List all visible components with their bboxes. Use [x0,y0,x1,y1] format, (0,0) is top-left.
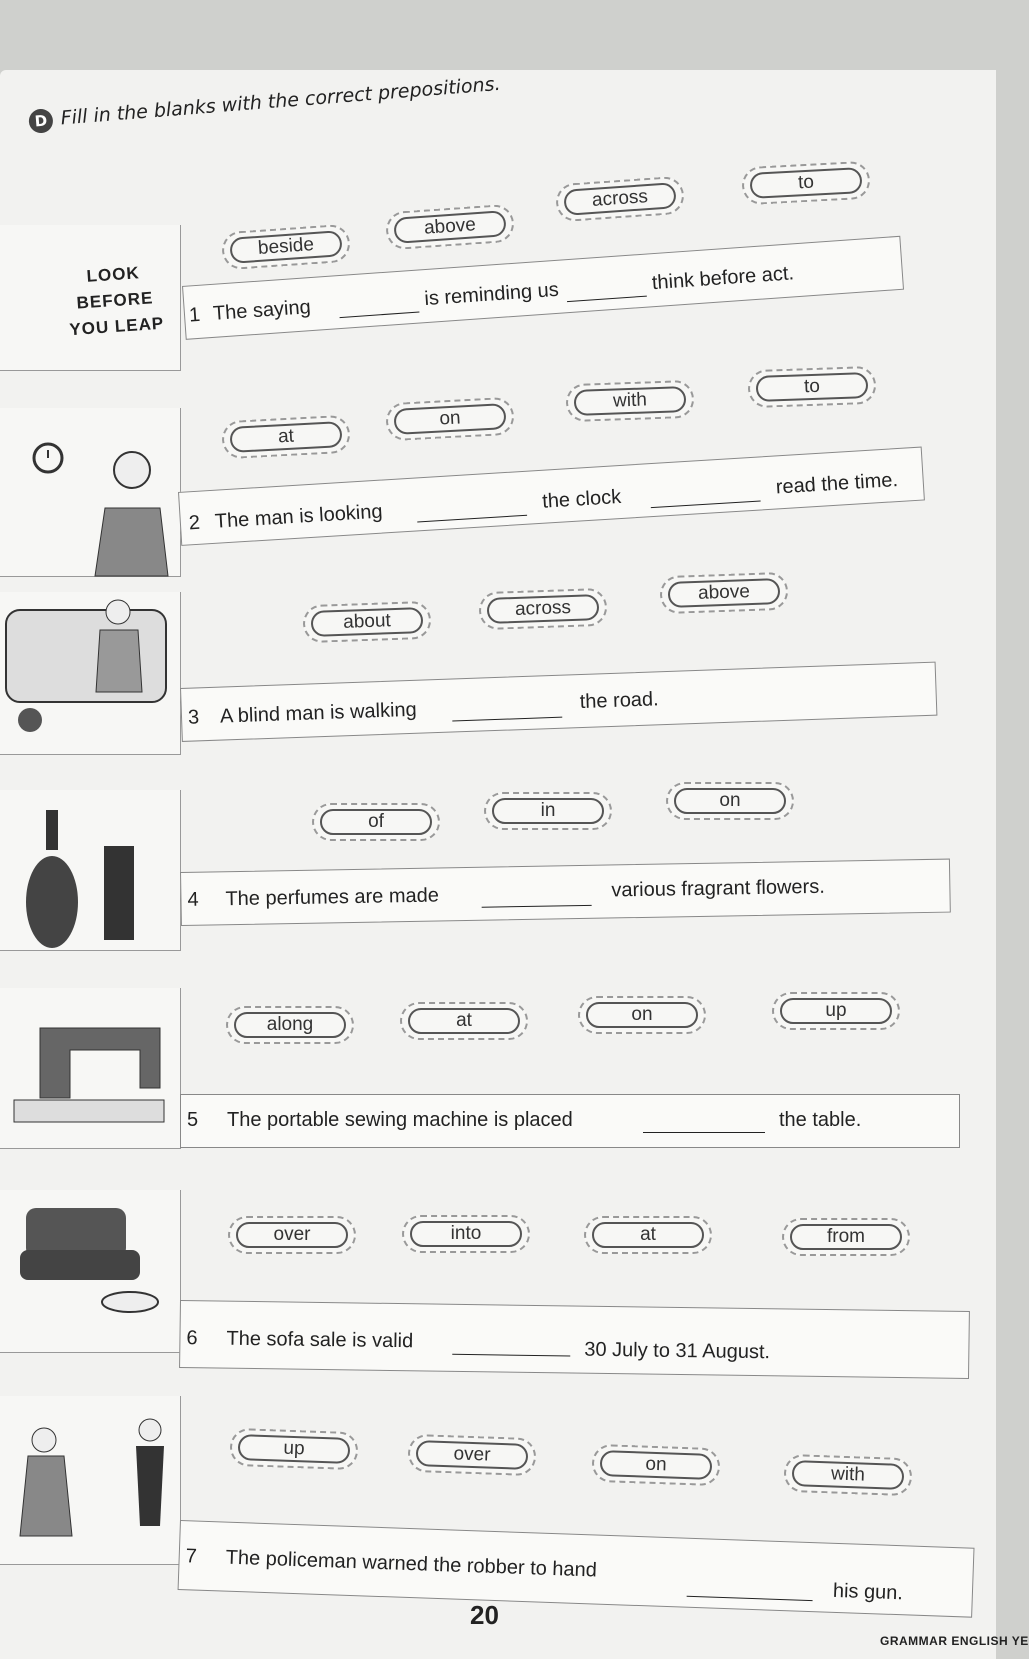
question-number: 5 [187,1109,199,1131]
answer-blank[interactable] [339,311,419,319]
sentence-part: 30 July to 31 August. [584,1338,771,1364]
page-number: 20 [470,1600,499,1630]
sofa-illustration [0,1190,180,1352]
title-line-2: BEFORE [75,288,154,313]
option-pill[interactable]: up [772,992,900,1030]
title-line-1: LOOK [85,263,141,286]
sentence-box [179,1300,970,1379]
picture-panel-perfume [0,790,181,951]
question-number: 2 [188,511,201,535]
answer-blank[interactable] [417,514,527,523]
sentence-part: various fragrant flowers. [611,875,825,902]
answer-blank[interactable] [651,499,761,508]
option-pill[interactable]: at [221,415,351,460]
robber-icon [136,1419,164,1526]
sentence-part: The sofa sale is valid [226,1327,414,1353]
bus-icon [6,610,166,732]
sentence-part: the road. [579,688,660,714]
picture-panel-policeman [0,1396,181,1565]
sewing-machine-icon [14,1028,164,1122]
instruction-text: Fill in the blanks with the correct prepositions. [59,72,502,130]
option-pill[interactable]: to [747,366,876,408]
question-number: 4 [187,888,199,911]
answer-blank[interactable] [643,1131,765,1133]
option-pill[interactable]: on [385,397,515,442]
picture-panel-sewing [0,988,181,1149]
table-icon [102,1292,158,1312]
section-badge: D [28,108,54,134]
answer-blank[interactable] [687,1595,813,1601]
option-pill[interactable]: of [312,803,440,841]
option-pill[interactable]: above [659,572,788,614]
option-pill[interactable]: over [228,1216,356,1254]
sentence-box [180,1094,960,1148]
clock-man-illustration [0,408,180,576]
option-pill[interactable]: along [226,1006,354,1044]
option-pill[interactable]: in [484,792,612,830]
option-pill[interactable]: to [741,161,871,206]
perfume-box-icon [104,846,134,940]
question-number: 6 [186,1327,198,1350]
road-illustration [0,592,180,754]
option-pill[interactable]: above [385,204,515,251]
picture-panel-clock [0,408,181,577]
option-pill[interactable]: on [578,996,706,1034]
option-pill[interactable]: at [584,1216,712,1254]
answer-blank[interactable] [452,1353,570,1357]
answer-blank[interactable] [567,295,647,303]
option-pill[interactable]: with [565,380,694,422]
option-pill[interactable]: at [400,1002,528,1040]
sentence-part: A blind man is walking [219,698,418,728]
option-pill[interactable]: on [591,1444,720,1486]
sentence-part: his gun. [832,1579,904,1605]
sewing-illustration [0,988,180,1148]
question-number: 7 [185,1545,198,1568]
option-pill[interactable]: across [478,588,607,630]
man-icon [95,452,168,576]
sofa-icon [20,1208,140,1280]
option-pill[interactable]: from [782,1218,910,1256]
sentence-part: The policeman warned the robber to hand [225,1546,598,1582]
sentence-part: The portable sewing machine is placed [227,1109,573,1131]
sentence-part: read the time. [775,469,899,499]
clock-icon [34,444,62,472]
look-before-you-leap-title [37,257,192,345]
sentence-part: The perfumes are made [225,884,440,911]
perfume-illustration [0,790,180,950]
sentence-part: The man is looking [214,500,384,533]
answer-blank[interactable] [482,904,592,908]
question-number: 3 [187,706,200,729]
sentence-part: The saying [212,296,312,325]
option-pill[interactable]: about [302,601,431,643]
sentence-part: the table. [779,1109,862,1131]
sentence-part: the clock [541,485,622,513]
option-pill[interactable]: beside [221,224,351,271]
option-pill[interactable]: over [407,1434,536,1476]
policeman-icon [20,1428,72,1536]
picture-panel-sofa [0,1190,181,1353]
picture-panel-road [0,592,181,755]
question-number: 1 [188,303,201,327]
answer-blank[interactable] [452,716,562,722]
option-pill[interactable]: up [229,1428,358,1470]
policeman-illustration [0,1396,180,1564]
title-line-3: YOU LEAP [68,313,165,340]
sentence-part: is reminding us [423,278,560,311]
option-pill[interactable]: with [783,1454,912,1496]
perfume-bottle-icon [26,810,78,948]
option-pill[interactable]: into [402,1215,530,1253]
option-pill[interactable]: across [555,176,685,223]
option-pill[interactable]: on [666,782,794,820]
sentence-part: think before act. [651,262,795,295]
footer-text: GRAMMAR ENGLISH YE [880,1634,1029,1648]
